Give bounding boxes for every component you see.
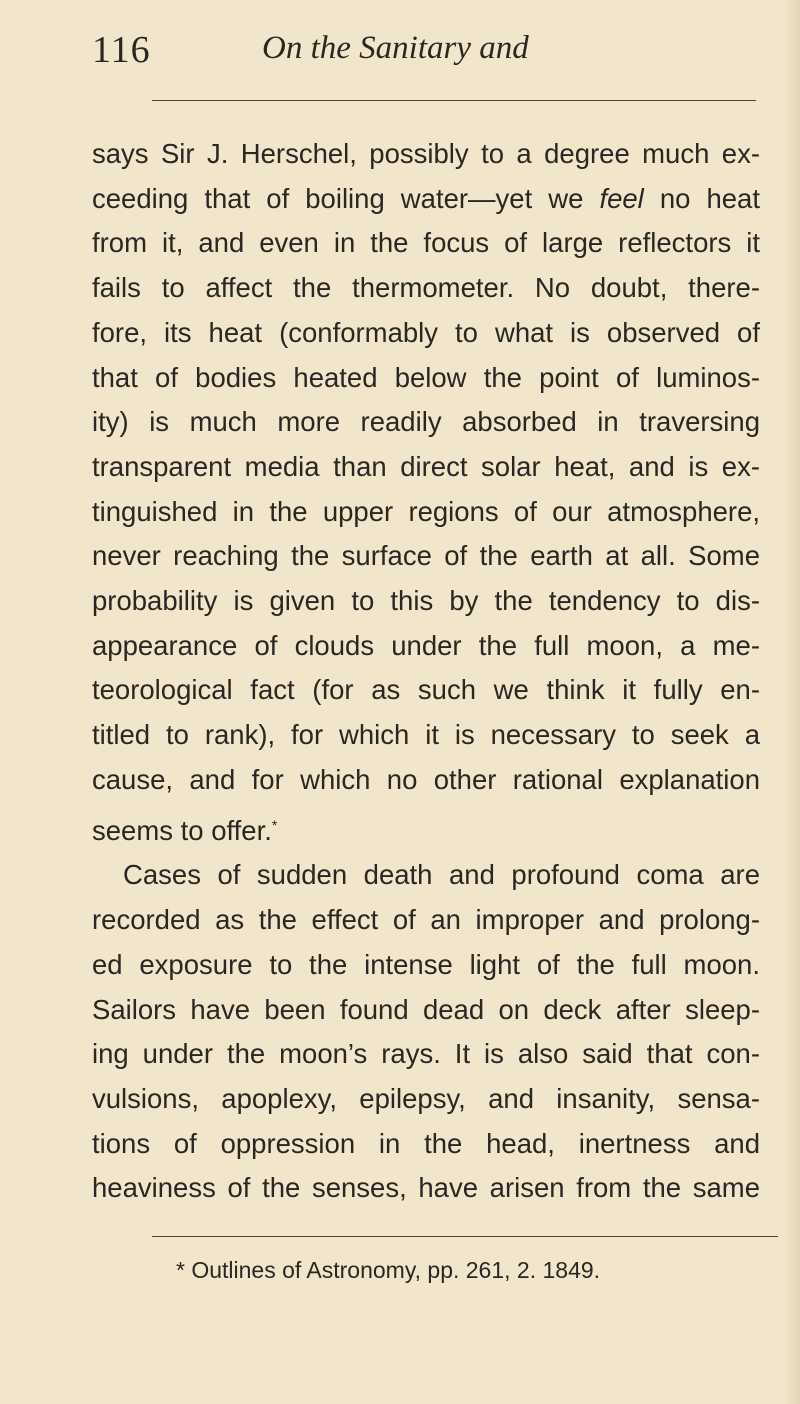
text-line: probability is given to this by the tendency to dis- bbox=[92, 585, 760, 617]
text-line: tinguished in the upper regions of our atmosphere, bbox=[92, 495, 760, 527]
text-line: from it, and even in the focus of large reflectors it bbox=[92, 227, 760, 259]
page-header bbox=[92, 28, 740, 78]
text-line: tions of oppression in the head, inertness and bbox=[92, 1127, 760, 1159]
text-line: ing under the moon’s rays. It is also said that con- bbox=[92, 1038, 760, 1070]
text-line: titled to rank), for which it is necessary to seek a bbox=[92, 719, 760, 751]
text-line: Cases of sudden death and profound coma are bbox=[123, 859, 760, 891]
text-fragment: ceeding that of boiling water—yet we bbox=[92, 182, 600, 214]
text-line: recorded as the effect of an improper and prolong- bbox=[92, 904, 760, 936]
text-fragment: seems to offer. bbox=[92, 814, 272, 846]
text-line: cause, and for which no other rational explanation bbox=[92, 763, 760, 795]
footnote-marker: * bbox=[271, 816, 278, 833]
text-fragment: no heat bbox=[643, 182, 760, 214]
footnote-rule bbox=[152, 1236, 778, 1237]
running-title: On the Sanitary and bbox=[262, 30, 529, 66]
footnote: * Outlines of Astronomy, pp. 261, 2. 1849. bbox=[176, 1257, 601, 1283]
body-text bbox=[92, 132, 760, 1211]
page-number: 116 bbox=[92, 29, 151, 71]
text-line: ed exposure to the intense light of the full moon. bbox=[92, 948, 760, 980]
text-line: appearance of clouds under the full moon, a me- bbox=[92, 629, 760, 661]
header-rule bbox=[152, 100, 756, 101]
text-line: that of bodies heated below the point of luminos- bbox=[92, 361, 760, 393]
text-line: fails to affect the thermometer. No doubt, there- bbox=[92, 272, 760, 304]
text-line: fore, its heat (conformably to what is observed of bbox=[92, 316, 760, 348]
text-line: ity) is much more readily absorbed in traversing bbox=[92, 406, 760, 438]
text-line: says Sir J. Herschel, possibly to a degree much ex- bbox=[92, 138, 760, 169]
text-line bbox=[92, 803, 760, 854]
italic-word: feel bbox=[599, 182, 644, 214]
text-line bbox=[92, 177, 760, 222]
text-line: vulsions, apoplexy, epilepsy, and insanity, sensa- bbox=[92, 1082, 760, 1114]
page-edge bbox=[786, 0, 800, 1404]
text-line: Sailors have been found dead on deck after sleep- bbox=[92, 993, 760, 1025]
text-line: teorological fact (for as such we think it fully en- bbox=[92, 674, 760, 706]
text-line: heaviness of the senses, have arisen from the same bbox=[92, 1172, 760, 1204]
text-line: never reaching the surface of the earth at all. Some bbox=[92, 540, 760, 572]
text-line: transparent media than direct solar heat, and is ex- bbox=[92, 450, 760, 482]
